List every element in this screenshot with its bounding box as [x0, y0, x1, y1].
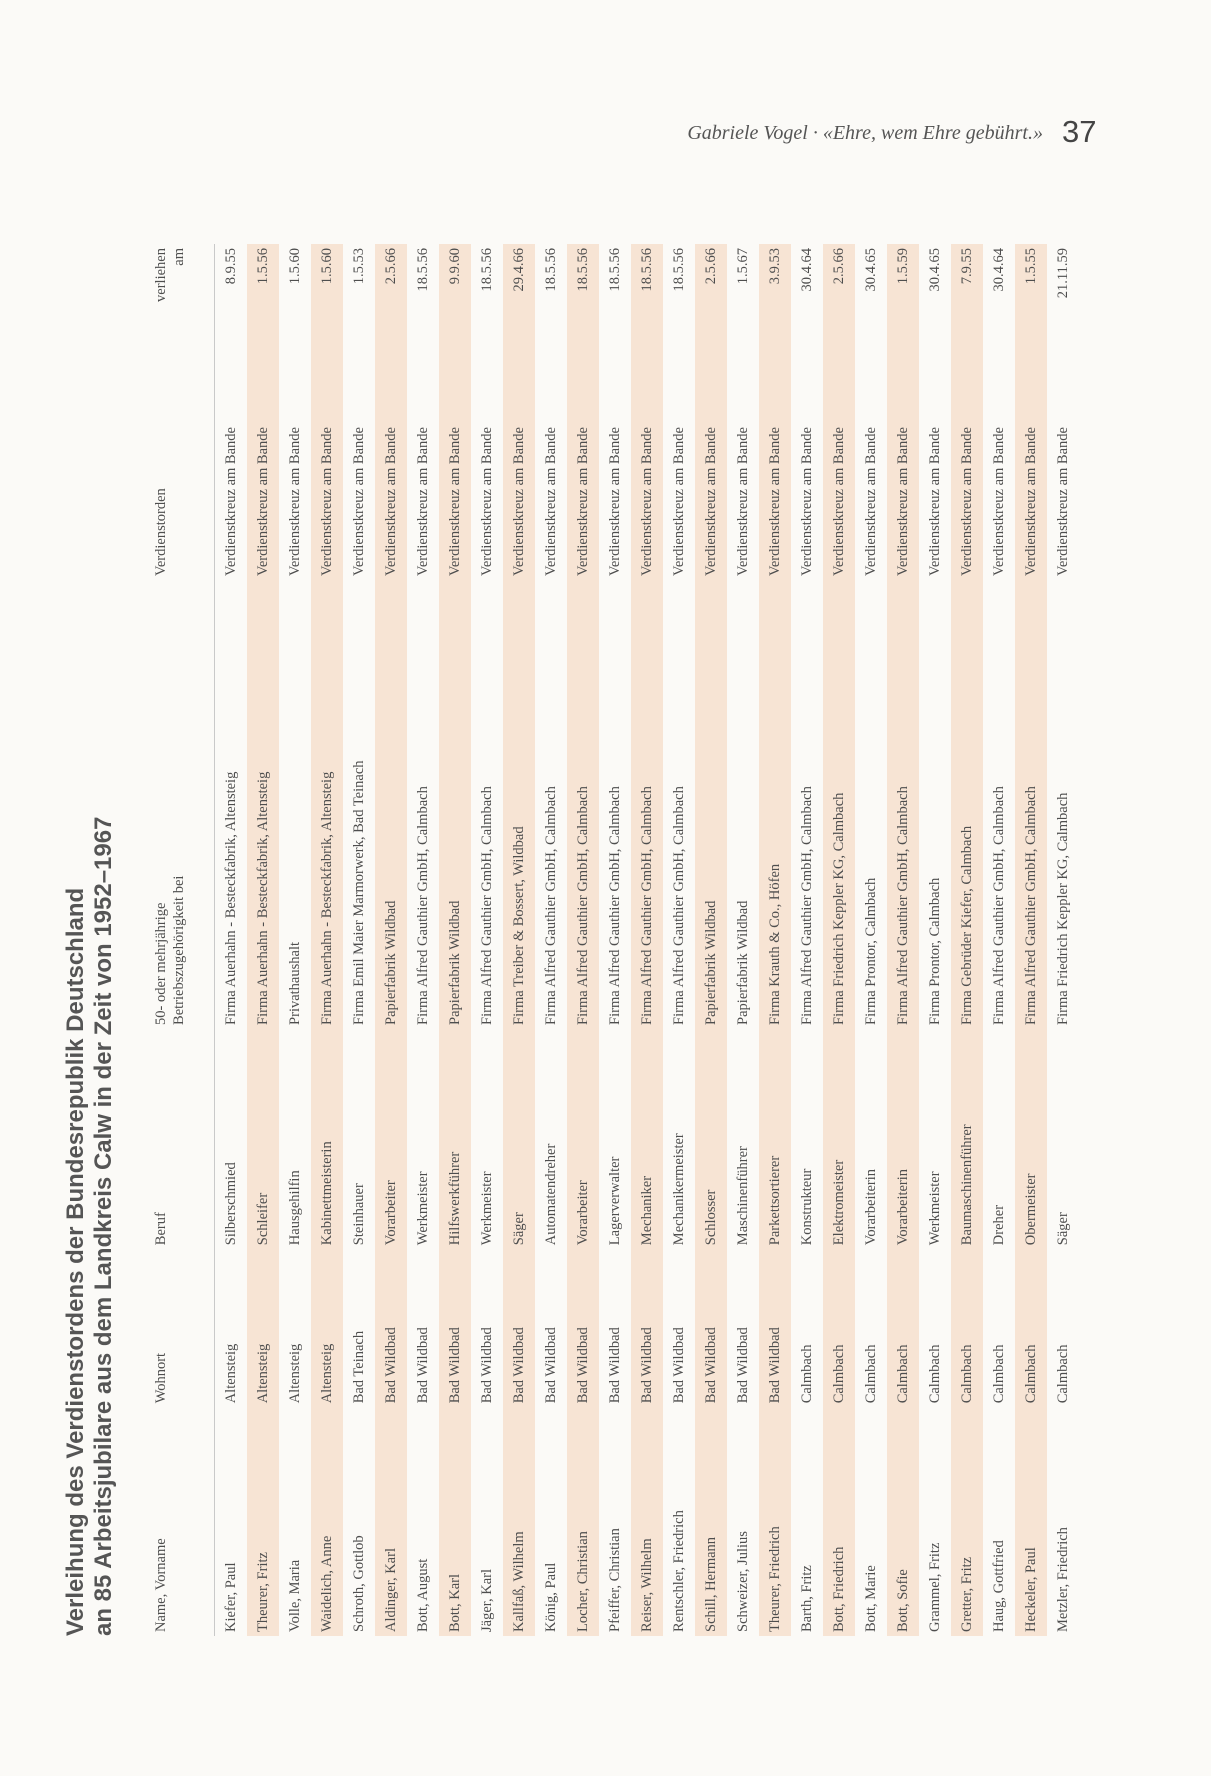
cell-orden: Verdienstkreuz am Bande — [567, 320, 599, 580]
cell-wohnort: Bad Wildbad — [631, 1249, 663, 1407]
cell-name: Kallfaß, Wilhelm — [503, 1407, 535, 1636]
cell-wohnort: Calmbach — [887, 1249, 919, 1407]
cell-datum: 1.5.53 — [351, 248, 367, 285]
cell-wohnort: Calmbach — [1015, 1249, 1047, 1407]
cell-orden: Verdienstkreuz am Bande — [415, 427, 431, 577]
cell-datum: 1.5.55 — [1015, 244, 1047, 320]
awards-table — [152, 244, 1079, 1636]
cell-beruf: Werkmeister — [927, 1171, 943, 1246]
cell-name: Bott, Sofie — [887, 1407, 919, 1636]
cell-betrieb: Firma Alfred Gauthier GmbH, Calmbach — [1015, 580, 1047, 1029]
table-row — [503, 244, 535, 1636]
table-row — [759, 244, 791, 1636]
cell-orden: Verdienstkreuz am Bande — [695, 320, 727, 580]
cell-betrieb: Firma Alfred Gauthier GmbH, Calmbach — [415, 786, 431, 1025]
cell-orden: Verdienstkreuz am Bande — [671, 427, 687, 577]
cell-betrieb: Firma Alfred Gauthier GmbH, Calmbach — [887, 580, 919, 1029]
cell-beruf: Dreher — [991, 1204, 1007, 1246]
cell-beruf: Baumaschinenführer — [951, 1029, 983, 1249]
cell-name: Schweizer, Julius — [735, 1531, 751, 1632]
cell-betrieb: Papierfabrik Wildbad — [375, 580, 407, 1029]
cell-wohnort: Bad Wildbad — [567, 1249, 599, 1407]
header-orden: Verdienstorden — [153, 488, 169, 577]
cell-name: Bott, Marie — [863, 1565, 879, 1632]
cell-orden: Verdienstkreuz am Bande — [375, 320, 407, 580]
cell-beruf: Werkmeister — [415, 1171, 431, 1246]
cell-orden: Verdienstkreuz am Bande — [863, 427, 879, 577]
table-title-line-1: Verleihung des Verdienstordens der Bundesrepublik Deutschland — [62, 887, 89, 1636]
cell-betrieb: Firma Prontor, Calmbach — [927, 877, 943, 1025]
cell-name: Kiefer, Paul — [223, 1562, 239, 1632]
cell-betrieb: Papierfabrik Wildbad — [695, 580, 727, 1029]
table-row — [727, 244, 759, 1636]
cell-beruf: Schleifer — [247, 1029, 279, 1249]
cell-orden: Verdienstkreuz am Bande — [735, 427, 751, 577]
cell-beruf: Schlosser — [695, 1029, 727, 1249]
table-row — [471, 244, 503, 1636]
cell-wohnort: Altensteig — [287, 1343, 303, 1404]
cell-beruf: Maschinenführer — [735, 1146, 751, 1246]
cell-wohnort: Bad Wildbad — [759, 1249, 791, 1407]
table-row — [951, 244, 983, 1636]
cell-datum: 18.5.56 — [567, 244, 599, 320]
table-row — [663, 244, 695, 1636]
cell-betrieb: Firma Alfred Gauthier GmbH, Calmbach — [567, 580, 599, 1029]
cell-datum: 18.5.56 — [671, 248, 687, 292]
cell-name: Haug, Gottfried — [991, 1540, 1007, 1632]
cell-betrieb: Firma Alfred Gauthier GmbH, Calmbach — [991, 786, 1007, 1025]
header-betrieb-line-2: Betriebszugehörigkeit bei — [171, 875, 187, 1025]
cell-betrieb: Firma Prontor, Calmbach — [863, 877, 879, 1025]
table-row — [1015, 244, 1047, 1636]
cell-orden: Verdienstkreuz am Bande — [631, 320, 663, 580]
cell-datum: 1.5.56 — [247, 244, 279, 320]
cell-betrieb: Firma Auerhahn - Besteckfabrik, Altensteig — [311, 580, 343, 1029]
cell-name: Bott, Friedrich — [823, 1407, 855, 1636]
cell-wohnort: Bad Wildbad — [607, 1327, 623, 1404]
cell-name: Waidelich, Anne — [311, 1407, 343, 1636]
table-row — [823, 244, 855, 1636]
cell-wohnort: Bad Wildbad — [415, 1327, 431, 1404]
cell-orden: Verdienstkreuz am Bande — [247, 320, 279, 580]
cell-name: Theurer, Friedrich — [759, 1407, 791, 1636]
cell-name: Heckeler, Paul — [1015, 1407, 1047, 1636]
cell-betrieb: Papierfabrik Wildbad — [735, 900, 751, 1025]
cell-wohnort: Calmbach — [991, 1344, 1007, 1404]
cell-orden: Verdienstkreuz am Bande — [351, 427, 367, 577]
cell-wohnort: Calmbach — [823, 1249, 855, 1407]
cell-orden: Verdienstkreuz am Bande — [543, 427, 559, 577]
cell-datum: 9.9.60 — [439, 244, 471, 320]
cell-beruf: Säger — [503, 1029, 535, 1249]
table-row — [855, 244, 887, 1636]
cell-beruf: Vorarbeiter — [375, 1029, 407, 1249]
table-title-line-2: an 85 Arbeitsjubilare aus dem Landkreis Calw in der Zeit von 1952–1967 — [90, 816, 117, 1636]
cell-datum: 3.9.53 — [759, 244, 791, 320]
table-row — [983, 244, 1015, 1636]
cell-name: Barth, Fritz — [799, 1565, 815, 1632]
cell-betrieb: Firma Treiber & Bossert, Wildbad — [503, 580, 535, 1029]
cell-orden: Verdienstkreuz am Bande — [951, 320, 983, 580]
cell-name: Jäger, Karl — [479, 1568, 495, 1632]
table-row — [407, 244, 439, 1636]
cell-name: Reiser, Wilhelm — [631, 1407, 663, 1636]
table-row — [247, 244, 279, 1636]
cell-orden: Verdienstkreuz am Bande — [607, 427, 623, 577]
cell-beruf: Konstrukteur — [799, 1168, 815, 1246]
cell-name: Bott, Karl — [439, 1407, 471, 1636]
table-row — [439, 244, 471, 1636]
cell-wohnort: Bad Wildbad — [543, 1327, 559, 1404]
cell-orden: Verdienstkreuz am Bande — [1055, 427, 1071, 577]
cell-datum: 21.11.59 — [1055, 248, 1071, 299]
cell-betrieb: Firma Friedrich Keppler KG, Calmbach — [823, 580, 855, 1029]
header-name: Name, Vorname — [153, 1538, 169, 1632]
cell-beruf: Mechaniker — [631, 1029, 663, 1249]
table-row — [791, 244, 823, 1636]
cell-wohnort: Bad Wildbad — [695, 1249, 727, 1407]
rotated-table-sheet — [62, 244, 1094, 1636]
cell-datum: 18.5.56 — [479, 248, 495, 292]
cell-betrieb: Privathaushalt — [287, 941, 303, 1025]
cell-orden: Verdienstkreuz am Bande — [223, 427, 239, 577]
cell-beruf: Kabinettmeisterin — [311, 1029, 343, 1249]
cell-beruf: Silberschmied — [223, 1162, 239, 1246]
cell-orden: Verdienstkreuz am Bande — [287, 427, 303, 577]
cell-name: Schroth, Gottlob — [351, 1535, 367, 1632]
cell-beruf: Lagerverwalter — [607, 1156, 623, 1246]
cell-datum: 30.4.65 — [863, 248, 879, 292]
table-row — [311, 244, 343, 1636]
cell-datum: 30.4.64 — [799, 248, 815, 292]
table-row — [599, 244, 631, 1636]
cell-name: Metzler, Friedrich — [1055, 1527, 1071, 1632]
cell-datum: 7.9.55 — [951, 244, 983, 320]
cell-wohnort: Calmbach — [927, 1344, 943, 1404]
cell-beruf: Obermeister — [1015, 1029, 1047, 1249]
cell-orden: Verdienstkreuz am Bande — [823, 320, 855, 580]
cell-datum: 30.4.64 — [991, 248, 1007, 292]
cell-wohnort: Bad Wildbad — [439, 1249, 471, 1407]
cell-wohnort: Bad Wildbad — [375, 1249, 407, 1407]
cell-name: Gretter, Fritz — [951, 1407, 983, 1636]
cell-betrieb: Firma Alfred Gauthier GmbH, Calmbach — [479, 786, 495, 1025]
cell-orden: Verdienstkreuz am Bande — [1015, 320, 1047, 580]
cell-beruf: Elektromeister — [823, 1029, 855, 1249]
cell-wohnort: Bad Wildbad — [503, 1249, 535, 1407]
cell-name: Locher, Christian — [567, 1407, 599, 1636]
cell-orden: Verdienstkreuz am Bande — [311, 320, 343, 580]
header-datum: verliehen am — [153, 248, 187, 302]
cell-datum: 1.5.60 — [287, 248, 303, 285]
table-body — [215, 244, 1080, 1636]
cell-wohnort: Bad Wildbad — [671, 1327, 687, 1404]
cell-betrieb: Firma Alfred Gauthier GmbH, Calmbach — [631, 580, 663, 1029]
table-row — [279, 244, 311, 1636]
cell-datum: 18.5.56 — [607, 248, 623, 292]
cell-beruf: Hilfswerkführer — [439, 1029, 471, 1249]
table-header-row — [152, 244, 215, 1636]
cell-betrieb: Firma Alfred Gauthier GmbH, Calmbach — [607, 786, 623, 1025]
cell-orden: Verdienstkreuz am Bande — [503, 320, 535, 580]
cell-wohnort: Calmbach — [799, 1344, 815, 1404]
cell-betrieb: Firma Alfred Gauthier GmbH, Calmbach — [671, 786, 687, 1025]
table-row — [535, 244, 567, 1636]
cell-datum: 2.5.66 — [823, 244, 855, 320]
table-row — [343, 244, 375, 1636]
header-beruf: Beruf — [153, 1212, 169, 1246]
table-row — [887, 244, 919, 1636]
page-number: 37 — [1062, 114, 1097, 149]
table-row — [695, 244, 727, 1636]
cell-wohnort: Bad Wildbad — [479, 1327, 495, 1404]
cell-datum: 1.5.59 — [887, 244, 919, 320]
cell-name: Rentschler, Friedrich — [671, 1510, 687, 1632]
cell-beruf: Parkettsortierer — [759, 1029, 791, 1249]
cell-wohnort: Bad Teinach — [351, 1330, 367, 1404]
header-wohnort: Wohnort — [153, 1352, 169, 1404]
cell-beruf: Automatendreher — [543, 1143, 559, 1246]
cell-wohnort: Altensteig — [223, 1343, 239, 1404]
cell-datum: 30.4.65 — [927, 248, 943, 292]
cell-name: Pfeiffer, Christian — [607, 1528, 623, 1632]
cell-name: Grammel, Fritz — [927, 1542, 943, 1632]
cell-datum: 1.5.60 — [311, 244, 343, 320]
cell-betrieb: Firma Auerhahn - Besteckfabrik, Altensteig — [247, 580, 279, 1029]
cell-orden: Verdienstkreuz am Bande — [927, 427, 943, 577]
cell-betrieb: Firma Emil Maier Marmorwerk, Bad Teinach — [351, 760, 367, 1025]
cell-betrieb: Firma Auerhahn - Besteckfabrik, Altensteig — [223, 771, 239, 1025]
table-row — [1047, 244, 1079, 1636]
cell-datum: 18.5.56 — [415, 248, 431, 292]
cell-wohnort: Calmbach — [951, 1249, 983, 1407]
cell-beruf: Vorarbeiter — [567, 1029, 599, 1249]
cell-name: König, Paul — [543, 1562, 559, 1632]
cell-datum: 18.5.56 — [543, 248, 559, 292]
cell-datum: 1.5.67 — [735, 248, 751, 285]
cell-beruf: Werkmeister — [479, 1171, 495, 1246]
cell-wohnort: Calmbach — [863, 1344, 879, 1404]
cell-orden: Verdienstkreuz am Bande — [479, 427, 495, 577]
cell-name: Schill, Hermann — [695, 1407, 727, 1636]
cell-betrieb: Firma Friedrich Keppler KG, Calmbach — [1055, 792, 1071, 1025]
header-betrieb — [152, 580, 215, 1029]
cell-wohnort: Bad Wildbad — [735, 1327, 751, 1404]
cell-name: Volle, Maria — [287, 1559, 303, 1632]
cell-wohnort: Altensteig — [311, 1249, 343, 1407]
table-row — [631, 244, 663, 1636]
cell-betrieb: Firma Krauth & Co., Höfen — [759, 580, 791, 1029]
cell-betrieb: Firma Alfred Gauthier GmbH, Calmbach — [799, 786, 815, 1025]
cell-wohnort: Altensteig — [247, 1249, 279, 1407]
cell-betrieb: Firma Gebrüder Kiefer, Calmbach — [951, 580, 983, 1029]
table-row — [567, 244, 599, 1636]
cell-orden: Verdienstkreuz am Bande — [991, 427, 1007, 577]
cell-name: Theurer, Fritz — [247, 1407, 279, 1636]
cell-datum: 2.5.66 — [375, 244, 407, 320]
cell-orden: Verdienstkreuz am Bande — [887, 320, 919, 580]
table-row — [375, 244, 407, 1636]
cell-datum: 29.4.66 — [503, 244, 535, 320]
cell-wohnort: Calmbach — [1055, 1344, 1071, 1404]
cell-beruf: Säger — [1055, 1212, 1071, 1246]
table-title — [62, 244, 118, 1636]
cell-beruf: Vorarbeiterin — [887, 1029, 919, 1249]
cell-name: Bott, August — [415, 1558, 431, 1632]
cell-beruf: Vorarbeiterin — [863, 1168, 879, 1246]
cell-beruf: Mechanikermeister — [671, 1133, 687, 1246]
cell-beruf: Hausgehilfin — [287, 1170, 303, 1246]
table-row — [215, 244, 248, 1636]
cell-datum: 8.9.55 — [223, 248, 239, 285]
cell-beruf: Steinhauer — [351, 1183, 367, 1246]
cell-datum: 18.5.56 — [631, 244, 663, 320]
table-row — [919, 244, 951, 1636]
cell-betrieb: Papierfabrik Wildbad — [439, 580, 471, 1029]
cell-betrieb: Firma Alfred Gauthier GmbH, Calmbach — [543, 786, 559, 1025]
cell-orden: Verdienstkreuz am Bande — [759, 320, 791, 580]
cell-orden: Verdienstkreuz am Bande — [439, 320, 471, 580]
cell-orden: Verdienstkreuz am Bande — [799, 427, 815, 577]
cell-name: Aldinger, Karl — [375, 1407, 407, 1636]
running-head: Gabriele Vogel · «Ehre, wem Ehre gebührt.» — [687, 122, 1043, 144]
cell-datum: 2.5.66 — [695, 244, 727, 320]
header-betrieb-line-1: 50- oder mehrjährige — [153, 902, 169, 1025]
